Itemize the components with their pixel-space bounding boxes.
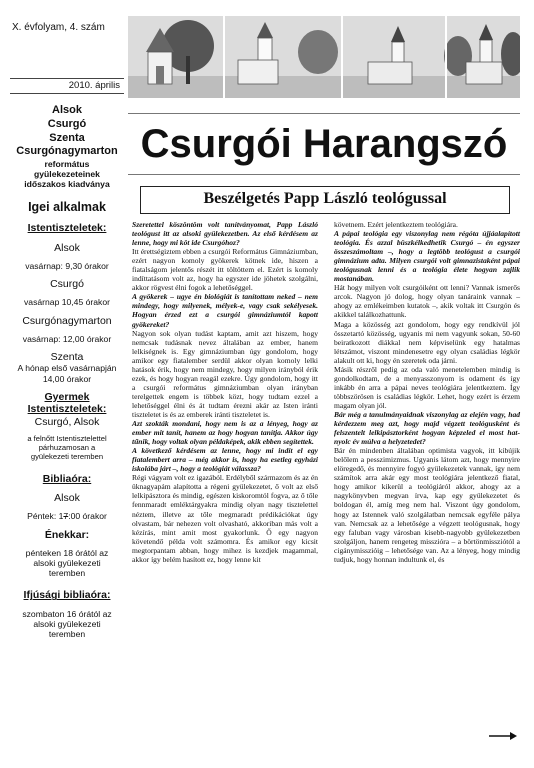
place-alsok: Alsok — [54, 241, 80, 254]
children-desc: a felnőtt Istentisztelettel — [27, 433, 107, 443]
congregation-name: Csurgó — [47, 117, 87, 130]
interview-answer: Másik részről pedig az oda való menetelemben mindig is gondolkodtam, de a menyasszonyom is odament és így inkább én arra a pápai neves teológiára jelentkeztem. Így többszörösen is családias légkör. Lehet, hogy ezért is érzem magam olyan jól. — [334, 364, 520, 410]
churches-banner-image — [128, 16, 520, 98]
children-desc: párhuzamosan a — [38, 442, 96, 452]
interview-question: A gyökerek – ugye én biológiát is tanítottam neked – nem mindegy, hogy milyenek, mélyek-e, vagy csak sekélyesek. Hogyan érzed ezt a csurgói gimnáziumtól kapott gyökereket? — [132, 292, 318, 329]
interview-question: A pápai teológia egy viszonylag nem régóta újjáalapított teológia. És azzal büszkélkedhetik Csurgó – én egyszer összeszámoltam –, hogy a legtöbb teológust a csurgói gimnázium adta. Milyen csurgói volt gimnazistaként pápai teológusnak lenni és a teológia élete hogyan zajlik mostanában. — [334, 229, 520, 284]
interview-answer: Maga a közösség azt gondolom, hogy egy rendkívül jól összetartó közösség, ugyanis mi nem vagyunk sokan, 50-60 beiratkozott diákkal nem képviselünk egy hatalmas létszámot, viszont mindenesetre egy olyan családias légkör alakult ott ki, hogy én szeretek oda járni. — [334, 319, 520, 365]
article-column-2 — [334, 220, 520, 564]
congregation-name: Csurgónagymarton — [16, 145, 118, 158]
interview-answer: Itt érettségiztem ebben a csurgói Református Gimnáziumban, ezért nagyon komoly gyökerek kötnek ide, hiszen a fiatalságom jelentős részét itt töltöttem el. Ezért is komoly indíttatásom volt az, hogy ha egyszer ide jöhetek szolgálni, akkor rögvest élni fogok a lehetőséggel. — [132, 247, 318, 293]
children-desc: gyülekezeti teremben — [30, 451, 104, 461]
bible-heading: Bibliaóra: — [42, 472, 92, 485]
place-csurgo: Csurgó — [50, 278, 84, 291]
time-szenta: A hónap első vasárnapján — [17, 363, 117, 374]
youth-heading: Ifjúsági bibliaóra: — [23, 589, 111, 602]
interview-question: Azt szokták mondani, hogy nem is az a lényeg, hogy az ember mit tanít, hanem az hogy hogyan tanítja. Akkor úgy tűnik, hogy voltak olyan példaképek, akik ebben segítettek. — [132, 419, 318, 447]
time-szenta: 14,00 órakor — [42, 373, 92, 384]
publication-desc: gyülekezeteinek — [34, 169, 100, 180]
children-heading: Istentiszteletek: — [27, 403, 107, 416]
children-heading: Gyermek — [44, 390, 90, 403]
congregation-name: Alsok — [52, 104, 82, 116]
youth-desc: szombaton 16 órától az — [22, 608, 112, 619]
choir-desc: alsoki gyülekezeti — [33, 558, 101, 569]
interview-question: A következő kérdésem az lenne, hogy mi indít el egy fiatalembert arra – még akkor is, hogy ha esetleg egyházi iskolába járt –, hogy a teológiát válassza? — [132, 446, 318, 474]
bible-place: Alsok — [54, 492, 80, 505]
youth-desc: teremben — [48, 629, 86, 640]
interview-answer: követnem. Ezért jelentkeztem teológiára. — [334, 220, 458, 229]
place-szenta: Szenta — [50, 351, 84, 364]
interview-answer: Bár én mindenben általában optimista vagyok, itt kibújik belőlem a pesszimizmus. Ugyanis látom azt, hogy mennyire elöregedő, és mennyire fogyó gyülekezetek vannak, így nem számítok arra akár egy most teológiára jelentkező fiatal, hogy amikor kikerül a teológiáról akkor, ahogy az a nagykönyvben megvan írva, kap egy gyülekezetet és boldogan él, amíg meg nem hal. Viszont úgy gondolom, hogy az Istennek való szolgálatban nemcsak egyféle pálya van. Nemcsak az a lehetősége a végzett teológusnak, hogy egy faluban vagy városban kisebb-nagyobb gyülekezetben szolgáljon, hanem rengeteg misszióra – a börtönmissziótól a cigánymisszióig – lehetősége van. Az a lényeg, hogy mindig tudjuk, hogy honnan indultunk el, és — [334, 446, 520, 564]
youth-desc: alsoki gyülekezeti — [33, 618, 101, 629]
place-csurgonagymarton: Csurgónagymarton — [22, 314, 112, 327]
interview-answer: Régi vágyam volt ez igazából. Erdélyből származom és az én üknagyapám alapította a régeni gyülekezetet, ő volt az első lelkipásztora és mindig, egészen kiskoromtól fogva, az ő tőle fennmaradt emléktárgyakra mindig olyan nagy tisztelettel néztem, illetve az tőle megmaradt prédikációkat úgy olvastam, bár nehezen volt olvasható, akkoriban más volt a kézírás, mint amit most gyakorlunk. Ő egy nagyon követendő példa volt számomra. És amikor egy kicsit megtorpantam abban, hogy mihez is kezdjek magammal, akkor így belém hasított ez, hogy lenne kit — [132, 473, 318, 564]
choir-desc: pénteken 18 órától az — [25, 548, 109, 558]
article-headline: Beszélgetés Papp László teológussal — [203, 190, 447, 207]
interview-answer: Hát hogy milyen volt csurgóiként ott lenni? Vannak ismerős arcok. Nagyon jó dolog, hogy olyan tanáraink vannak – ahogy az emlékeimben kutatok –, akik voltak itt Csurgón és akikkel találkozhattunk. — [334, 283, 520, 320]
services-heading: Igei alkalmak — [28, 200, 106, 215]
interview-question: Szeretettel köszöntöm volt tanítványomat, Papp László teológust itt az alsoki gyülekezetben. Az első kérdésem az lenne, hogy mi köt ide Csurgóhoz? — [132, 220, 318, 248]
time-csurgo: vasárnap 10,45 órakor — [24, 297, 110, 308]
continue-arrow-icon — [488, 731, 518, 741]
interview-answer: Nagyon sok olyan tudást kaptam, amit azt hiszem, hogy nemcsak tudásnak nevez általában az ember, hanem lelkiségnek is. Egy gimnáziumban úgy gondolom, hogy amikor egy fiatalember serdül akkor olyan komoly lelki hatások érik, hogy nem mindegy, hogy milyen irányból érik ezek, és hogy hogyan reagál ezekre. Úgy gondolom, hogy itt a csurgói református gimnáziumban olyan irányban terelgettek engem is többek közt, hogy tudtam ezzel a lehetőséggel élni és át tudtam érezni akár az Isten iránti tiszteletet is és az emberek iránti tiszteletet is. — [132, 328, 318, 419]
choir-desc: teremben — [48, 568, 86, 579]
article-column-1 — [132, 220, 318, 564]
bible-time: Péntek: 17:00 órakor — [27, 511, 107, 522]
publication-desc: időszakos kiadványa — [24, 179, 110, 190]
newspaper-title: Csurgói Harangszó — [140, 122, 508, 166]
time-csurgonagymarton: vasárnap: 12,00 órakor — [22, 333, 112, 344]
sidebar — [8, 104, 126, 639]
worship-heading: Istentiszteletek: — [27, 222, 107, 235]
children-places: Csurgó, Alsok — [34, 415, 100, 428]
masthead — [128, 113, 520, 175]
interview-question: Bár még a tanulmányaidnak viszonylag az elején vagy, had kérdezzem meg azt, hogy majd végzett teológusként és felszentelt lelkipásztorként hogyan képzeled el most hat-nyolc év múlva a helyzetedet? — [334, 409, 520, 447]
congregation-name: Szenta — [49, 131, 85, 144]
publication-desc: református — [44, 159, 90, 169]
article-headline-box — [140, 186, 510, 214]
time-alsok: vasárnap: 9,30 órakor — [25, 260, 109, 271]
date-bar — [10, 78, 124, 94]
choir-heading: Énekkar: — [44, 528, 90, 541]
issue-label: X. évfolyam, 4. szám — [12, 22, 105, 33]
issue-date: 2010. április — [68, 80, 120, 91]
